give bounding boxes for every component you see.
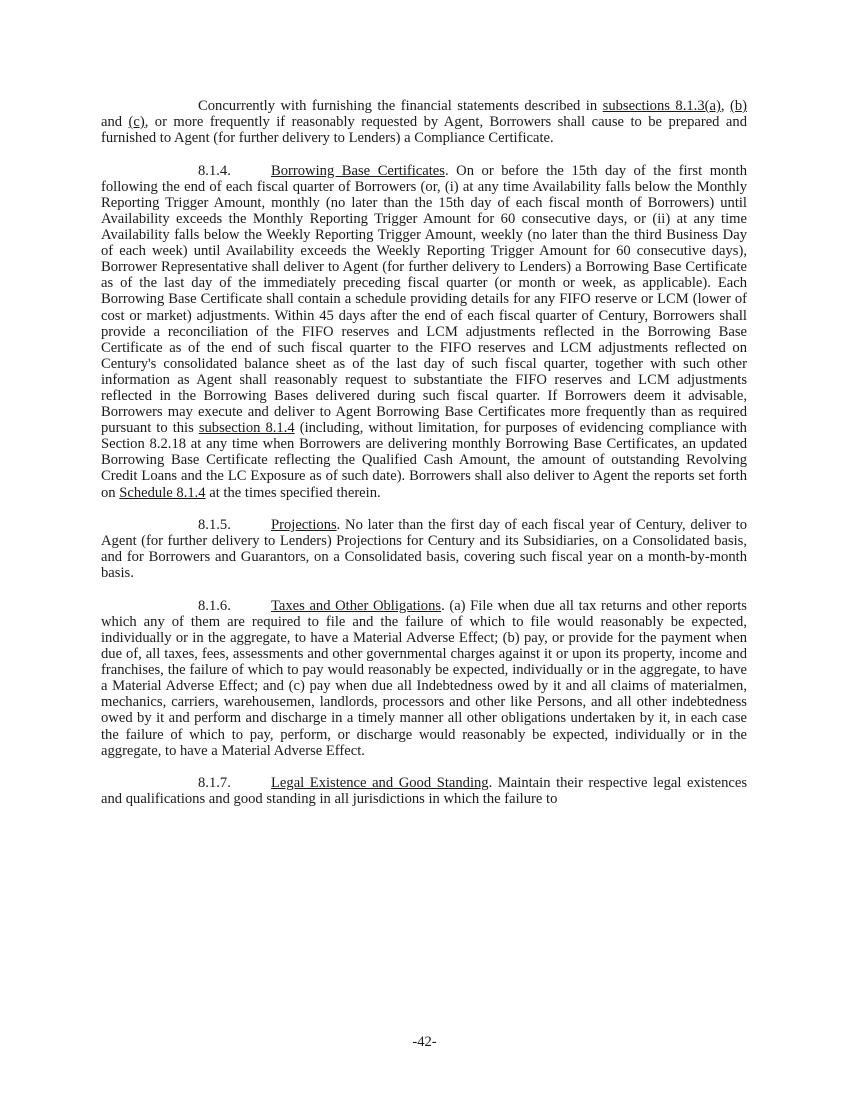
- section-8-1-6: [101, 598, 747, 759]
- paragraph-text: (including, without limitation, for purposes of evidencing compliance with Section 8.2.18 at any time when Borrowers are delivering monthly Borrowing Base Certificates, an updated Borrowing Base Certificate reflecting the Qualified Cash Amount, the amount of outstanding Revolving Credit Loans and the LC Exposure as of such date). Borrowers shall also deliver to Agent the reports set forth on: [101, 420, 747, 501]
- cross-reference-link: Schedule 8.1.4: [119, 484, 206, 501]
- section-heading: Legal Existence and Good Standing: [271, 775, 489, 792]
- paragraph-text: Concurrently with furnishing the financial statements described in: [198, 98, 603, 114]
- section-8-1-4: [101, 163, 747, 501]
- paragraph-text: . On or before the 15th day of the first month following the end of each fiscal quarter of Borrowers (or, (i) at any time Availability falls below the Monthly Reporting Trigger Amount, monthly (no later than the 15th day of each fiscal month of Borrowers) until Availability exceeds the Monthly Reporting Trigger Amount for 60 consecutive days, or (ii) at any time Availability falls below the Weekly Reporting Trigger Amount, weekly (no later than the third Business Day of each week) until Availability exceeds the Weekly Reporting Trigger Amount for 60 consecutive days), Borrower Representative shall deliver to Agent (for further delivery to Lenders) a Borrowing Base Certificate as of the last day of the immediately preceding fiscal quarter (or month or week, as applicable). Each Borrowing Base Certificate shall contain a schedule providing details for any FIFO reserve or LCM (lower of cost or market) adjustments. Within 45 days after the end of each fiscal quarter of Century, Borrowers shall provide a reconciliation of the FIFO reserves and LCM adjustments reflected in the Borrowing Base Certificate as of the end of such fiscal quarter to the FIFO reserves and LCM adjustments reflected on Century's consolidated balance sheet as of the last day of such fiscal quarter, together with such other information as Agent shall reasonably request to substantiate the FIFO reserves and LCM adjustments reflected in the Borrowing Bases delivered during such fiscal quarter. If Borrowers deem it advisable, Borrowers may execute and deliver to Agent Borrowing Base Certificates more frequently than as required pursuant to this: [101, 162, 747, 437]
- paragraph-text: . No later than the first day of each fiscal year of Century, deliver to Agent (for further delivery to Lenders) Projections for Century and its Subsidiaries, on a Consolidated basis, and for Borrowers and Guarantors, on a Consolidated basis, covering such fiscal year on a month-by-month basis.: [101, 517, 747, 582]
- paragraph-text: at the times specified therein.: [205, 484, 381, 501]
- paragraph-text: . Maintain their respective legal existences and qualifications and good standing in all jurisdictions in which the failure to: [101, 775, 747, 808]
- section-heading: Borrowing Base Certificates: [271, 162, 445, 179]
- section-8-1-5: [101, 517, 747, 581]
- paragraph-compliance-certificate: [101, 98, 747, 146]
- page-number: -42-: [412, 1034, 437, 1050]
- cross-reference-link: (b): [729, 98, 747, 114]
- cross-reference-link: subsections 8.1.3(a): [602, 98, 721, 114]
- section-number: 8.1.6.: [198, 597, 231, 614]
- paragraph-text: ,: [720, 98, 730, 114]
- cross-reference-link: subsection 8.1.4: [198, 420, 295, 437]
- section-number: 8.1.5.: [198, 517, 231, 534]
- document-page: [101, 98, 747, 824]
- paragraph-text: and: [101, 114, 129, 131]
- section-number: 8.1.7.: [198, 775, 231, 792]
- section-heading: Taxes and Other Obligations: [271, 597, 442, 614]
- section-heading: Projections: [271, 517, 337, 534]
- paragraph-text: . (a) File when due all tax returns and other reports which any of them are required to file and the failure of which to file would reasonably be expected, individually or in the aggregate, to have a Material Adverse Effect; (b) pay, or provide for the payment when due of, all taxes, fees, assessments and other governmental charges against it or upon its property, income and franchises, the failure of which to pay would reasonably be expected, individually or in the aggregate, to have a Material Adverse Effect; and (c) pay when due all Indebtedness owed by it and all claims of materialmen, mechanics, carriers, warehousemen, landlords, processors and other like Persons, and all other indebtedness owed by it and perform and discharge in a timely manner all other obligations undertaken by it, in each case the failure of which to pay, perform, or discharge would reasonably be expected, individually or in the aggregate, to have a Material Adverse Effect.: [101, 597, 747, 759]
- section-8-1-7: [101, 775, 747, 807]
- section-number: 8.1.4.: [198, 162, 231, 179]
- paragraph-text: , or more frequently if reasonably requested by Agent, Borrowers shall cause to be prepared and furnished to Agent (for further delivery to Lenders) a Compliance Certificate.: [101, 114, 747, 147]
- cross-reference-link: (c): [128, 114, 145, 131]
